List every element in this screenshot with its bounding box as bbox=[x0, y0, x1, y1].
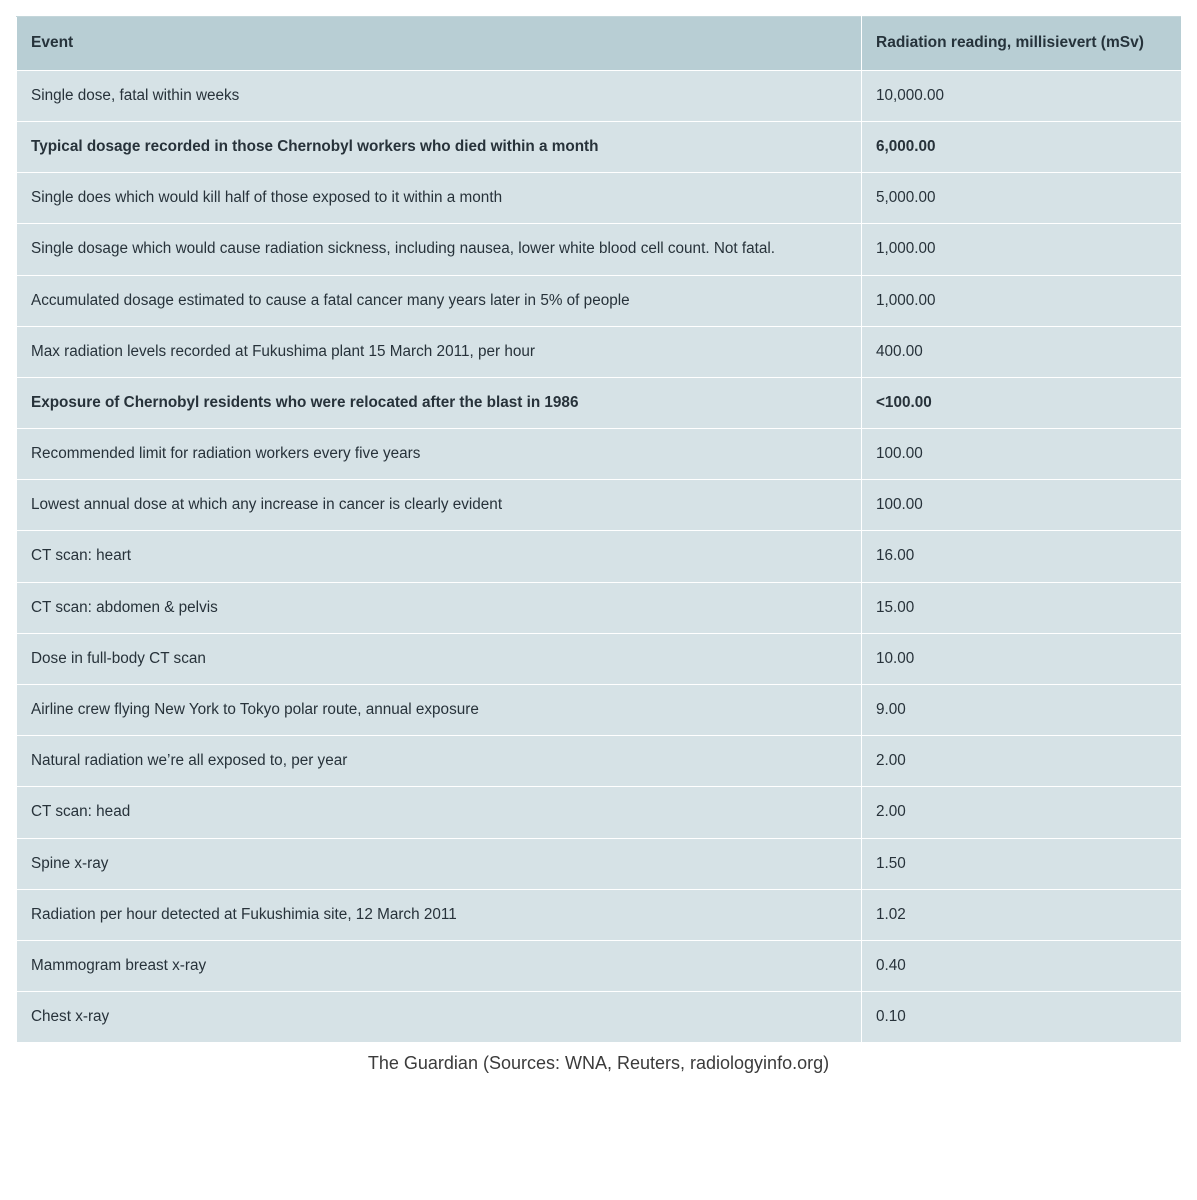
radiation-data-table bbox=[16, 16, 1182, 1043]
cell-radiation-reading: 6,000.00 bbox=[862, 122, 1182, 173]
cell-event: Dose in full-body CT scan bbox=[17, 633, 862, 684]
cell-event: Natural radiation we’re all exposed to, per year bbox=[17, 736, 862, 787]
table-row bbox=[17, 224, 1182, 275]
table-row bbox=[17, 787, 1182, 838]
cell-event: Mammogram breast x-ray bbox=[17, 940, 862, 991]
table-row bbox=[17, 122, 1182, 173]
cell-event: Exposure of Chernobyl residents who were relocated after the blast in 1986 bbox=[17, 377, 862, 428]
cell-event: Airline crew flying New York to Tokyo polar route, annual exposure bbox=[17, 684, 862, 735]
cell-radiation-reading: 0.10 bbox=[862, 992, 1182, 1043]
cell-event: Recommended limit for radiation workers every five years bbox=[17, 429, 862, 480]
cell-event: CT scan: abdomen & pelvis bbox=[17, 582, 862, 633]
cell-event: Spine x-ray bbox=[17, 838, 862, 889]
table-header bbox=[17, 17, 1182, 71]
table-row bbox=[17, 633, 1182, 684]
cell-event: Single does which would kill half of those exposed to it within a month bbox=[17, 173, 862, 224]
cell-radiation-reading: 2.00 bbox=[862, 736, 1182, 787]
table-row bbox=[17, 377, 1182, 428]
cell-event: Max radiation levels recorded at Fukushima plant 15 March 2011, per hour bbox=[17, 326, 862, 377]
table-row bbox=[17, 480, 1182, 531]
cell-radiation-reading: 400.00 bbox=[862, 326, 1182, 377]
table-row bbox=[17, 940, 1182, 991]
cell-radiation-reading: 16.00 bbox=[862, 531, 1182, 582]
table-header-row bbox=[17, 17, 1182, 71]
cell-radiation-reading: 100.00 bbox=[862, 429, 1182, 480]
cell-event: Chest x-ray bbox=[17, 992, 862, 1043]
cell-radiation-reading: 9.00 bbox=[862, 684, 1182, 735]
cell-radiation-reading: 15.00 bbox=[862, 582, 1182, 633]
cell-event: Lowest annual dose at which any increase in cancer is clearly evident bbox=[17, 480, 862, 531]
cell-event: Typical dosage recorded in those Chernobyl workers who died within a month bbox=[17, 122, 862, 173]
cell-event: Single dose, fatal within weeks bbox=[17, 70, 862, 121]
table-row bbox=[17, 531, 1182, 582]
table-row bbox=[17, 275, 1182, 326]
cell-radiation-reading: <100.00 bbox=[862, 377, 1182, 428]
cell-radiation-reading: 10,000.00 bbox=[862, 70, 1182, 121]
cell-event: CT scan: head bbox=[17, 787, 862, 838]
column-header-event: Event bbox=[17, 17, 862, 71]
table-row bbox=[17, 684, 1182, 735]
cell-event: Single dosage which would cause radiation sickness, including nausea, lower white blood cell count. Not fatal. bbox=[17, 224, 862, 275]
table-row bbox=[17, 582, 1182, 633]
cell-radiation-reading: 0.40 bbox=[862, 940, 1182, 991]
cell-radiation-reading: 1,000.00 bbox=[862, 224, 1182, 275]
table-row bbox=[17, 992, 1182, 1043]
cell-event: CT scan: heart bbox=[17, 531, 862, 582]
cell-radiation-reading: 10.00 bbox=[862, 633, 1182, 684]
table-row bbox=[17, 838, 1182, 889]
table-row bbox=[17, 429, 1182, 480]
cell-radiation-reading: 100.00 bbox=[862, 480, 1182, 531]
table-row bbox=[17, 736, 1182, 787]
cell-radiation-reading: 2.00 bbox=[862, 787, 1182, 838]
cell-event: Radiation per hour detected at Fukushimia site, 12 March 2011 bbox=[17, 889, 862, 940]
table-row bbox=[17, 326, 1182, 377]
table-row bbox=[17, 70, 1182, 121]
table-body bbox=[17, 70, 1182, 1042]
cell-radiation-reading: 1,000.00 bbox=[862, 275, 1182, 326]
table-row bbox=[17, 173, 1182, 224]
column-header-radiation-reading: Radiation reading, millisievert (mSv) bbox=[862, 17, 1182, 71]
cell-radiation-reading: 1.02 bbox=[862, 889, 1182, 940]
cell-radiation-reading: 5,000.00 bbox=[862, 173, 1182, 224]
cell-event: Accumulated dosage estimated to cause a fatal cancer many years later in 5% of people bbox=[17, 275, 862, 326]
cell-radiation-reading: 1.50 bbox=[862, 838, 1182, 889]
table-row bbox=[17, 889, 1182, 940]
source-caption: The Guardian (Sources: WNA, Reuters, radiologyinfo.org) bbox=[367, 1053, 830, 1074]
